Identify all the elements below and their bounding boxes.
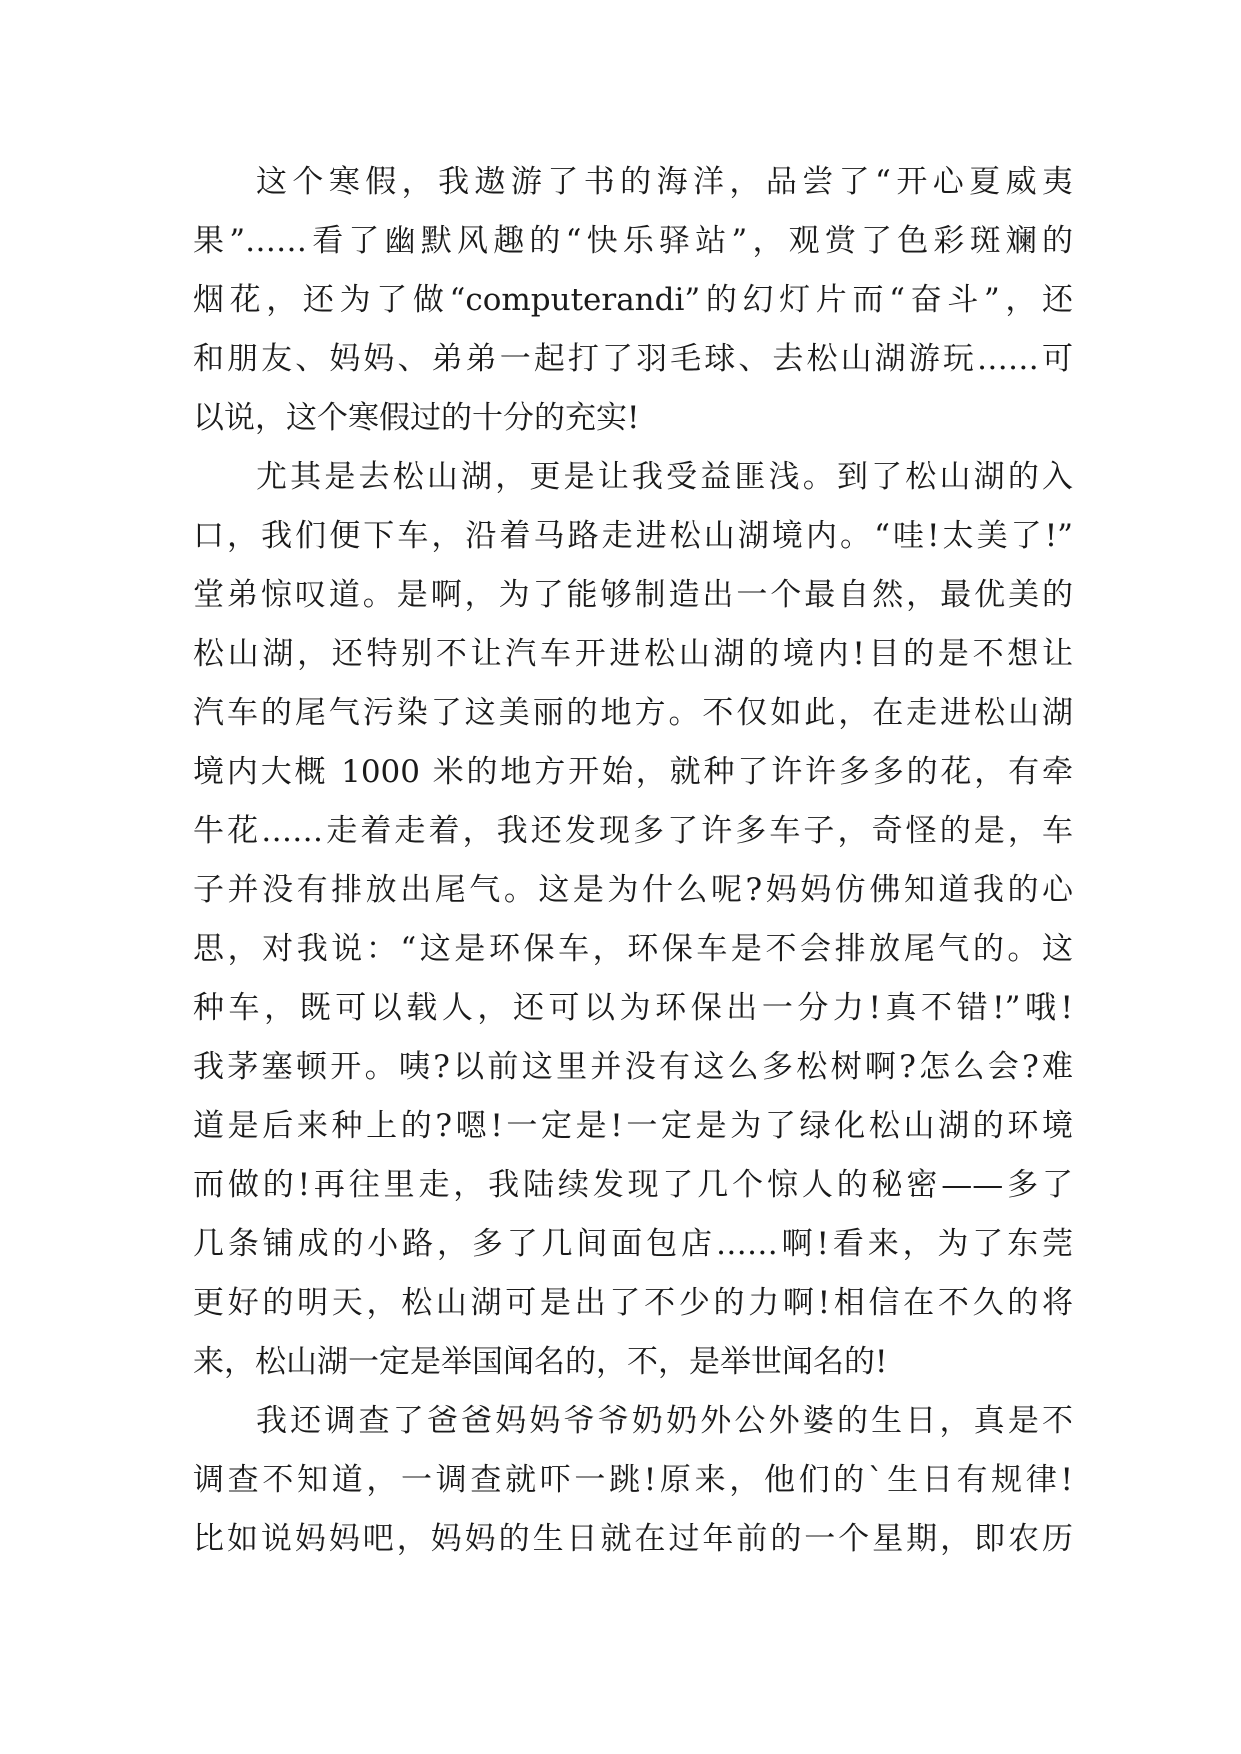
- text-line: 果”……看了幽默风趣的“快乐驿站”，观赏了色彩斑斓的: [193, 223, 1073, 259]
- text-line: 以说，这个寒假过的十分的充实!: [193, 400, 640, 436]
- text-line: 道是后来种上的?嗯!一定是!一定是为了绿化松山湖的环境: [193, 1108, 1073, 1144]
- text-line: 我还调查了爸爸妈妈爷爷奶奶外公外婆的生日，真是不: [256, 1403, 1073, 1439]
- text-line: 烟花，还为了做“computerandi”的幻灯片而“奋斗”，还: [193, 282, 1073, 318]
- text-line: 调查不知道，一调查就吓一跳!原来，他们的`生日有规律!: [193, 1462, 1073, 1498]
- text-line: 松山湖，还特别不让汽车开进松山湖的境内!目的是不想让: [193, 636, 1073, 672]
- text-line: 尤其是去松山湖，更是让我受益匪浅。到了松山湖的入: [256, 459, 1073, 495]
- text-line: 口，我们便下车，沿着马路走进松山湖境内。“哇!太美了!”: [193, 518, 1073, 554]
- text-line: 和朋友、妈妈、弟弟一起打了羽毛球、去松山湖游玩……可: [193, 341, 1073, 377]
- text-line: 来，松山湖一定是举国闻名的，不，是举世闻名的!: [193, 1344, 888, 1380]
- text-line: 比如说妈妈吧，妈妈的生日就在过年前的一个星期，即农历: [193, 1521, 1073, 1557]
- text-line: 几条铺成的小路，多了几间面包店……啊!看来，为了东莞: [193, 1226, 1073, 1262]
- text-line: 子并没有排放出尾气。这是为什么呢?妈妈仿佛知道我的心: [193, 872, 1073, 908]
- text-line: 而做的!再往里走，我陆续发现了几个惊人的秘密——多了: [193, 1167, 1073, 1203]
- text-line: 更好的明天，松山湖可是出了不少的力啊!相信在不久的将: [193, 1285, 1073, 1321]
- document-body: [193, 153, 1073, 1569]
- text-line: 我茅塞顿开。咦?以前这里并没有这么多松树啊?怎么会?难: [193, 1049, 1073, 1085]
- text-line: 汽车的尾气污染了这美丽的地方。不仅如此，在走进松山湖: [193, 695, 1073, 731]
- text-line: 牛花……走着走着，我还发现多了许多车子，奇怪的是，车: [193, 813, 1073, 849]
- text-line: 思，对我说：“这是环保车，环保车是不会排放尾气的。这: [193, 931, 1073, 967]
- text-line: 堂弟惊叹道。是啊，为了能够制造出一个最自然，最优美的: [193, 577, 1073, 613]
- text-line: 种车，既可以载人，还可以为环保出一分力!真不错!”哦!: [193, 990, 1073, 1026]
- text-line: 这个寒假，我遨游了书的海洋，品尝了“开心夏威夷: [256, 164, 1073, 200]
- text-line: 境内大概 1000 米的地方开始，就种了许许多多的花，有牵: [193, 754, 1073, 790]
